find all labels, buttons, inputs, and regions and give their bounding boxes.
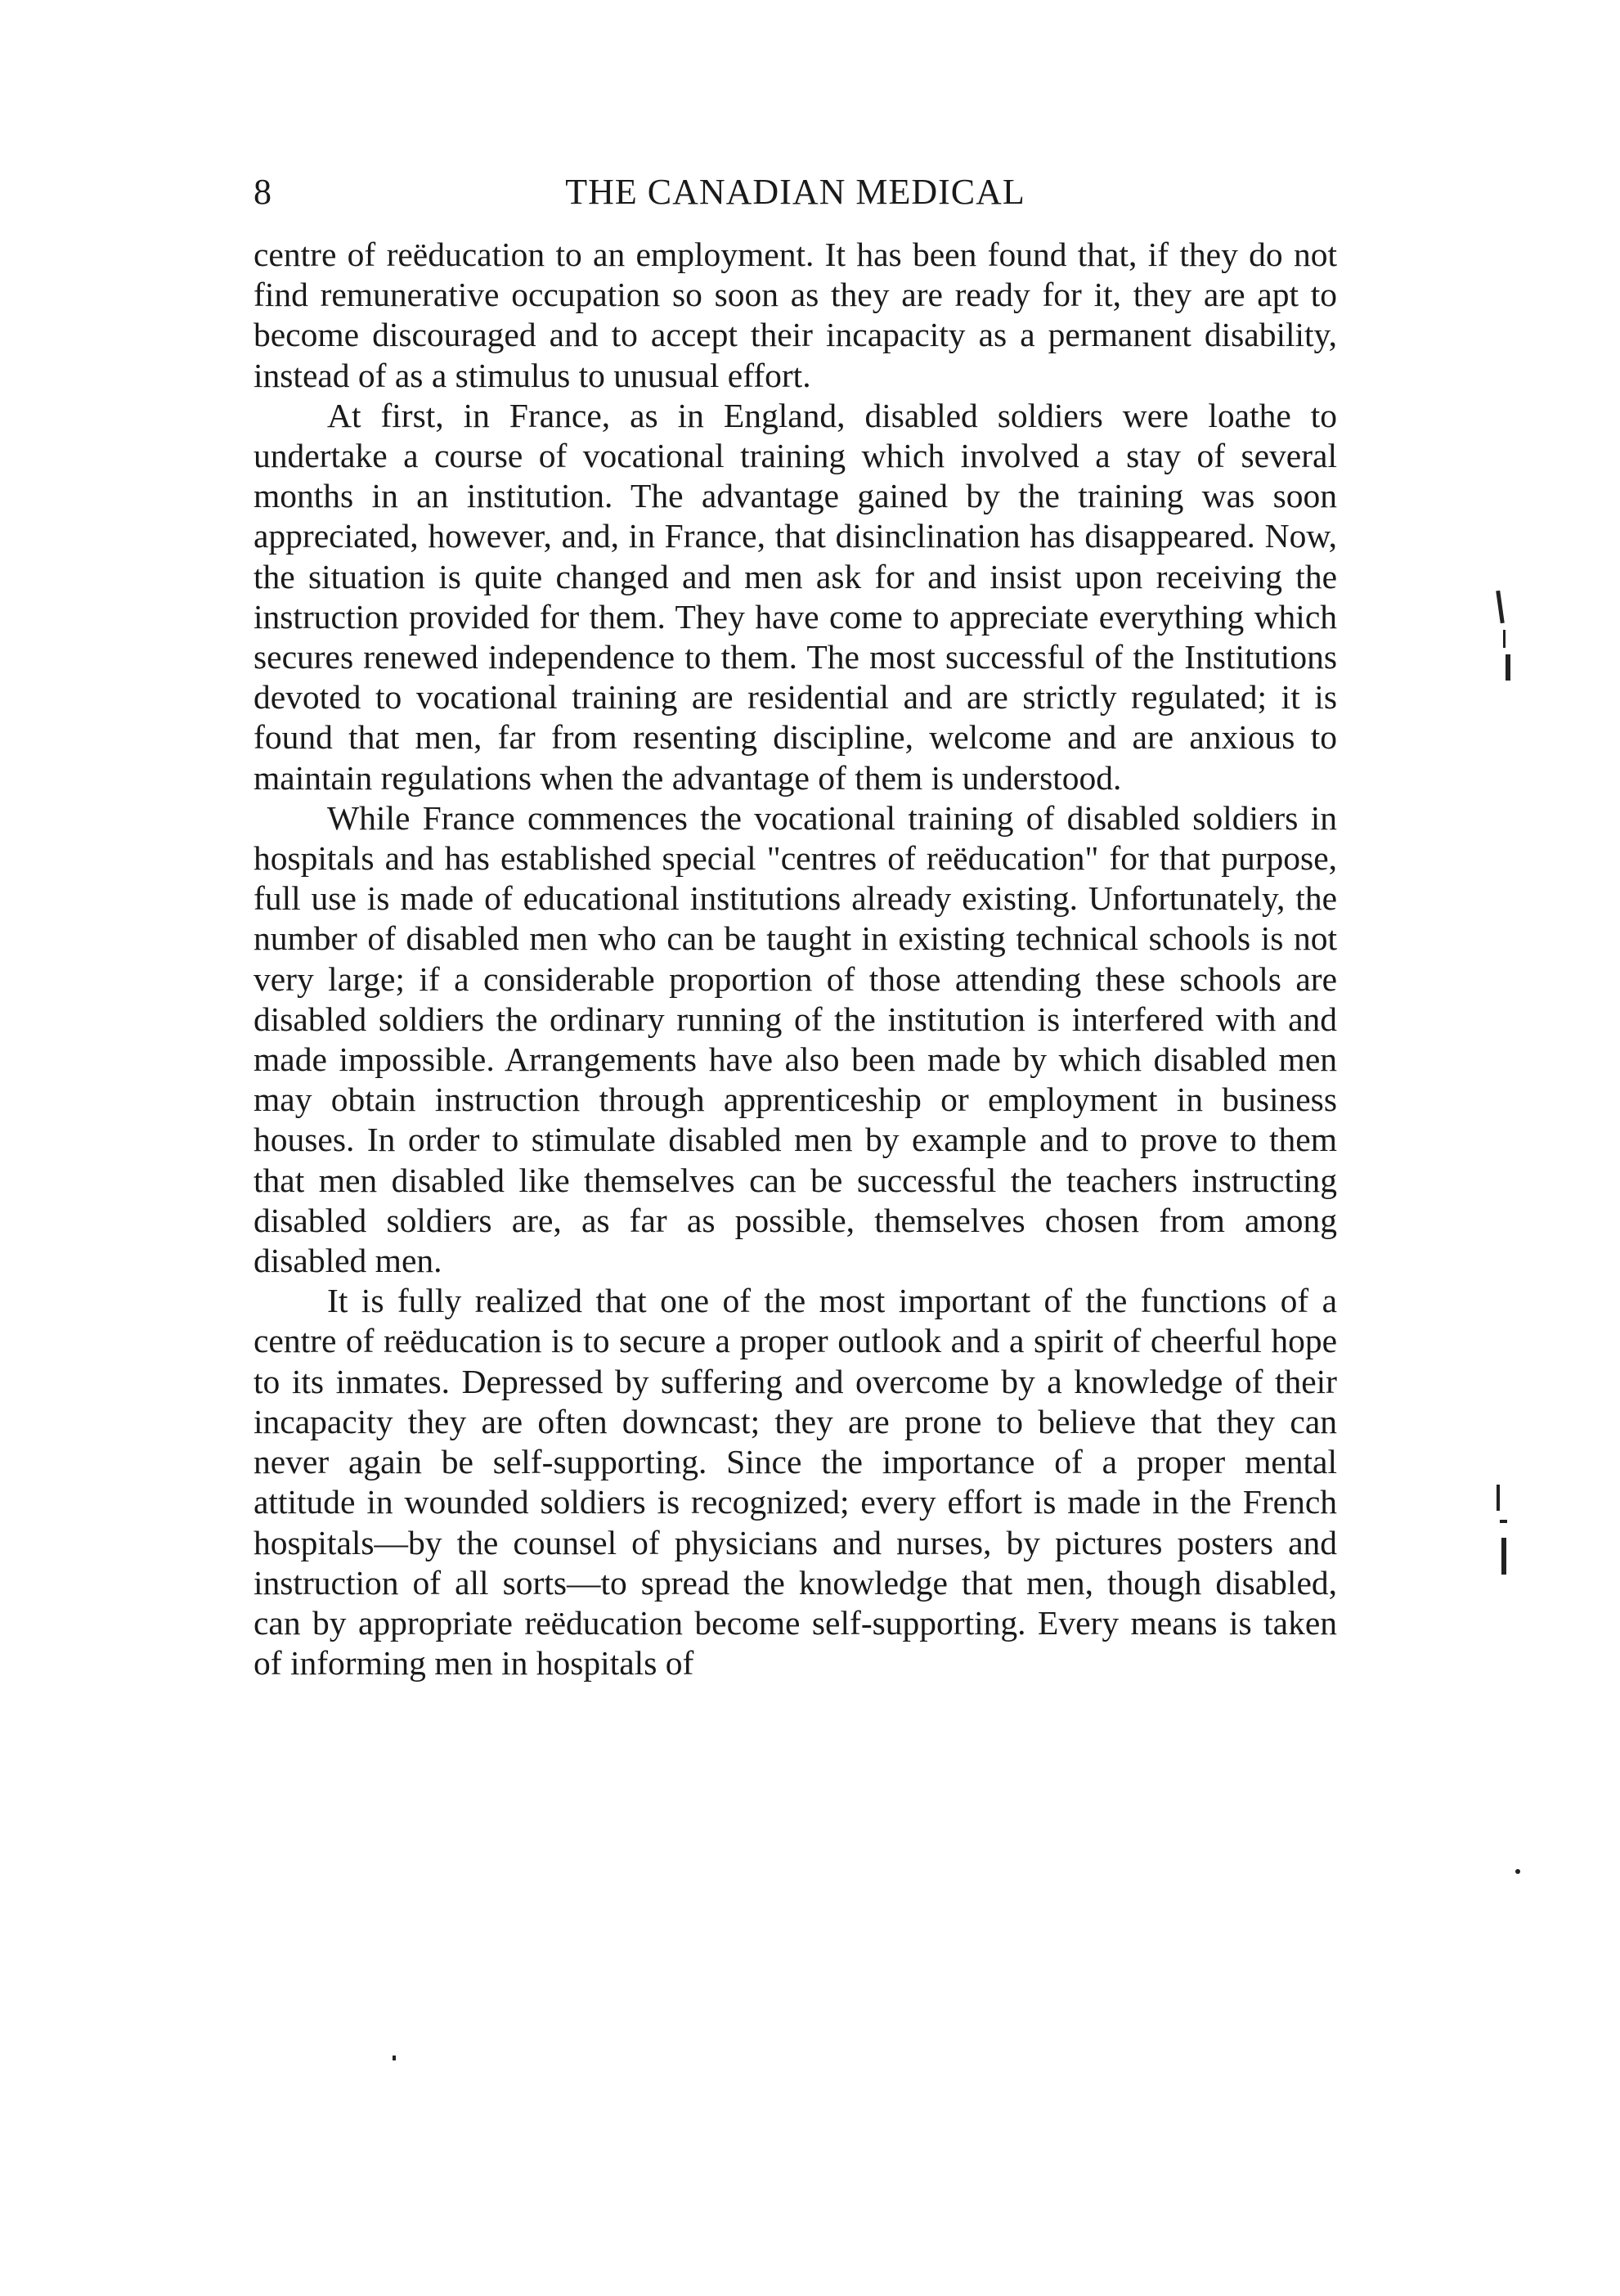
page-number: 8 (254, 172, 271, 212)
paragraph-1: centre of reëducation to an employment. It has been found that, if they do not find remunerative occupation so soon as they are ready for it, they are apt to become discouraged and to accept their incapacity as a permanent disability, instead of as a stimulus to unusual effort. (254, 236, 1337, 394)
body-text (254, 235, 1337, 1683)
scan-mark (1496, 591, 1505, 623)
page-content (254, 168, 1337, 1683)
scan-mark (393, 2056, 396, 2060)
paragraph-3: While France commences the vocational training of disabled soldiers in hospitals and has established special "centres of reëducation" for that purpose, full use is made of educational institutions already existing. Unfortunately, the number of disabled men who can be taught in existing technical schools is not very large; if a considerable proportion of those attending these schools are disabled soldiers the ordinary running of the institution is interfered with and made impossible. Arrangements have also been made by which disabled men may obtain instruction through apprenticeship or employment in business houses. In order to stimulate disabled men by example and to prove to them that men disabled like themselves can be successful the teachers instructing disabled soldiers are, as far as possible, themselves chosen from among disabled men. (254, 798, 1337, 1280)
paragraph-4: It is fully realized that one of the most important of the functions of a centre of reëducation is to secure a proper outlook and a spirit of cheerful hope to its inmates. Depressed by suffering and overcome by a knowledge of their incapacity they are often downcast; they are prone to believe that they can never again be self-supporting. Since the importance of a proper mental attitude in wounded soldiers is recognized; every effort is made in the French hospitals—by the counsel of physicians and nurses, by pictures posters and instruction of all sorts—to spread the knowledge that men, though disabled, can by appropriate reëducation become self-supporting. Every means is taken of informing men in hospitals of (254, 1282, 1337, 1683)
scan-mark (1500, 1520, 1507, 1523)
running-title: THE CANADIAN MEDICAL (565, 172, 1025, 212)
scan-mark (1506, 654, 1510, 681)
scan-mark (1503, 630, 1506, 648)
running-head (254, 168, 1337, 217)
scan-mark (1501, 1538, 1506, 1575)
paragraph-2: At first, in France, as in England, disabled soldiers were loathe to undertake a course of vocational training which involved a stay of several months in an institution. The advantage gained by the training was soon appreciated, however, and, in France, that disinclination has disappeared. Now, the situation is quite changed and men ask for and insist upon receiving the instruction provided for them. They have come to appreciate everything which secures renewed independence to them. The most successful of the Institutions devoted to vocational training are residential and are strictly regulated; it is found that men, far from resenting discipline, welcome and are anxious to maintain regulations when the advantage of them is understood. (254, 396, 1337, 797)
scan-mark (1515, 1869, 1520, 1874)
scan-mark (1497, 1485, 1500, 1511)
